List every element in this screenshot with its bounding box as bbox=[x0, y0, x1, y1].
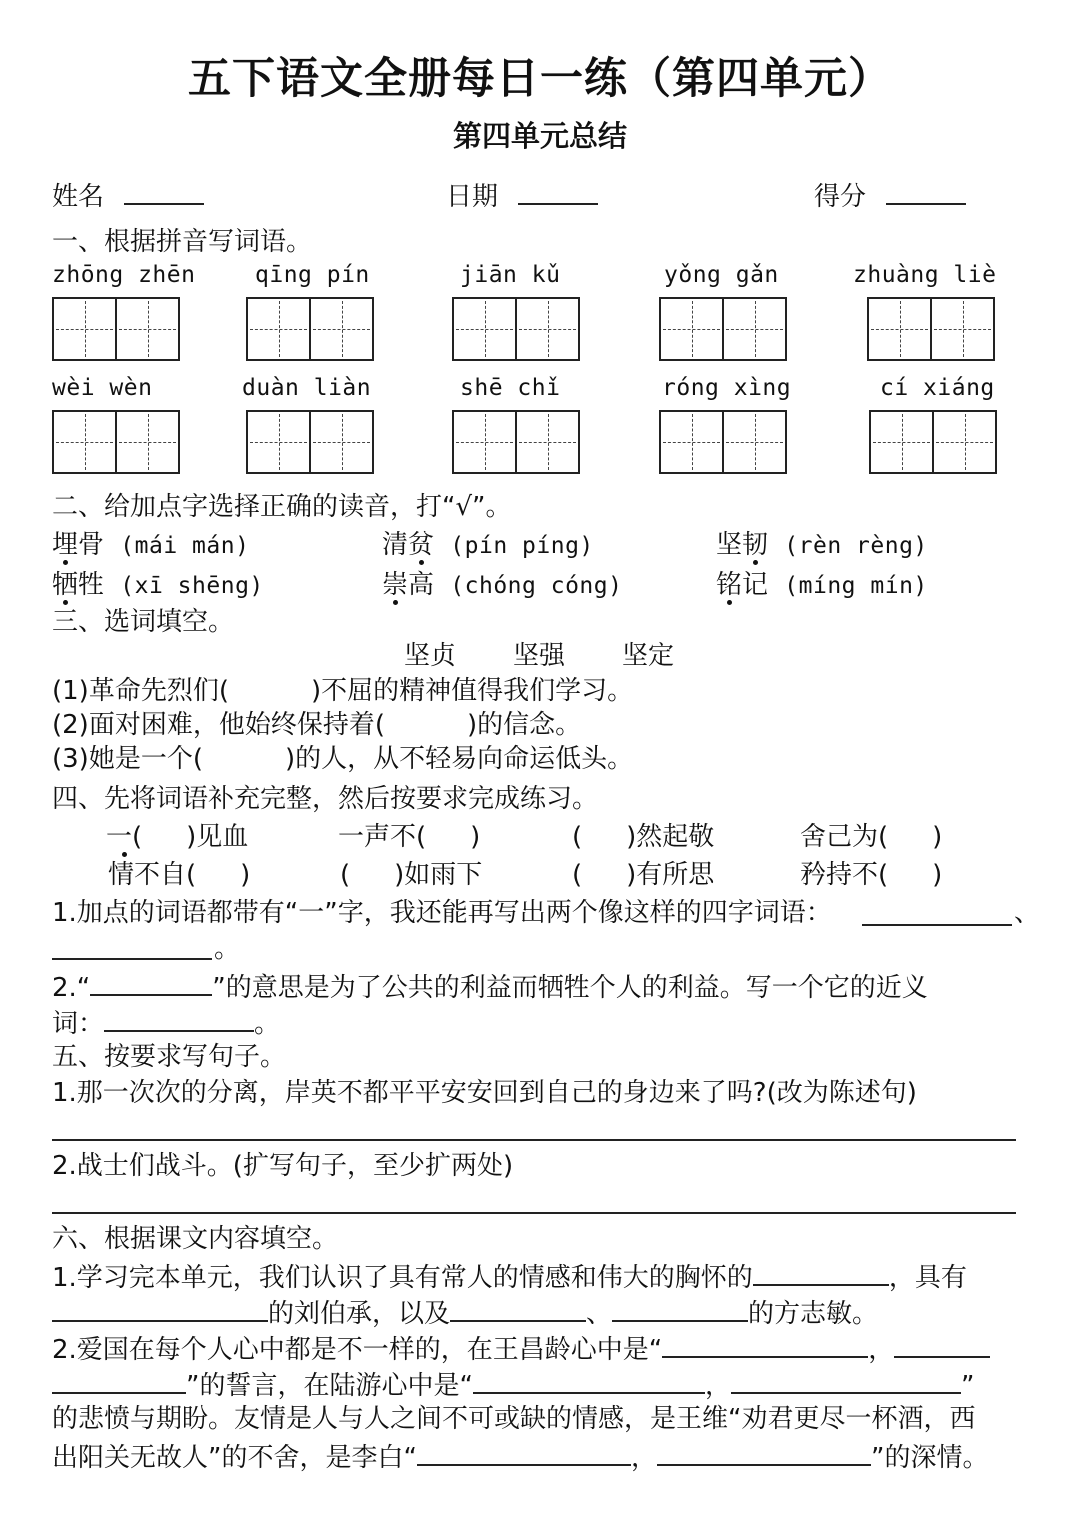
dotted-char: 贫 bbox=[408, 530, 435, 560]
question-text: )的信念。 bbox=[466, 710, 582, 740]
pinyin-6: wèi wèn bbox=[52, 375, 153, 401]
question-text: 1.学习完本单元，我们认识了具有常人的情感和伟大的胸怀的 bbox=[52, 1263, 753, 1293]
word-choice-3: 坚定 bbox=[622, 641, 675, 671]
pron-options[interactable]: (xī shēng) bbox=[120, 573, 264, 599]
section6-q2-line4[interactable] bbox=[52, 1442, 988, 1471]
answer-blank[interactable] bbox=[90, 972, 212, 996]
section6-q2[interactable] bbox=[52, 1334, 990, 1363]
answer-blank[interactable] bbox=[417, 1442, 631, 1466]
dotted-char: 韧 bbox=[742, 530, 769, 560]
name-blank[interactable] bbox=[124, 181, 204, 205]
idiom-text: ) bbox=[470, 822, 481, 852]
pinyin-2: qīng pín bbox=[255, 262, 370, 288]
section5-q2: 2.战士们战斗。(扩写句子，至少扩两处) bbox=[52, 1151, 514, 1181]
question-text: 词： bbox=[52, 1009, 105, 1039]
answer-blank[interactable] bbox=[657, 1442, 871, 1466]
pron-item-6[interactable] bbox=[716, 572, 928, 598]
idiom-8[interactable] bbox=[800, 862, 942, 888]
score-label: 得分 bbox=[814, 182, 867, 212]
date-field[interactable] bbox=[446, 181, 598, 210]
answer-blank[interactable] bbox=[753, 1262, 889, 1286]
pinyin-3: jiān kǔ bbox=[460, 262, 561, 288]
word-pre: 坚 bbox=[716, 530, 743, 560]
question-text: ， bbox=[704, 1371, 731, 1401]
idiom-text: ) bbox=[932, 860, 943, 890]
idiom-text: 一声不( bbox=[338, 822, 427, 852]
question-text: 出阳关无故人”的不舍，是李白“ bbox=[52, 1443, 417, 1473]
fill-question-1[interactable] bbox=[52, 678, 633, 704]
idiom-6[interactable] bbox=[340, 862, 482, 888]
pron-item-4[interactable] bbox=[52, 572, 264, 598]
pron-item-2[interactable] bbox=[382, 532, 594, 558]
question-text: 的方志敏。 bbox=[748, 1299, 879, 1329]
dotted-char: 埋 bbox=[52, 530, 79, 560]
char-box-6[interactable] bbox=[52, 410, 180, 474]
pron-item-1[interactable] bbox=[52, 532, 249, 558]
word-rest: 记 bbox=[742, 570, 769, 600]
question-text: )不屈的精神值得我们学习。 bbox=[310, 676, 634, 706]
pron-options[interactable]: (pín píng) bbox=[450, 533, 594, 559]
question-text: ， bbox=[630, 1443, 657, 1473]
pron-options[interactable]: (rèn rèng) bbox=[784, 533, 928, 559]
separator-text: 、 bbox=[1014, 898, 1041, 928]
answer-line[interactable] bbox=[862, 924, 1012, 926]
dotted-char: 崇 bbox=[382, 570, 409, 600]
answer-blank[interactable] bbox=[473, 1370, 705, 1394]
idiom-text: 一( bbox=[106, 822, 143, 852]
idiom-4[interactable] bbox=[800, 824, 942, 850]
char-box-5[interactable] bbox=[867, 297, 995, 361]
pinyin-9: róng xìng bbox=[662, 375, 792, 401]
pron-options[interactable]: (chóng cóng) bbox=[450, 573, 623, 599]
word-choice-2: 坚强 bbox=[513, 641, 566, 671]
char-box-10[interactable] bbox=[869, 410, 997, 474]
answer-line[interactable] bbox=[52, 958, 212, 960]
answer-blank[interactable] bbox=[731, 1370, 961, 1394]
question-text: 的刘伯承，以及 bbox=[268, 1299, 451, 1329]
date-label: 日期 bbox=[446, 182, 499, 212]
pinyin-8: shē chǐ bbox=[460, 375, 561, 401]
idiom-5[interactable] bbox=[108, 862, 250, 888]
idiom-text: ( bbox=[340, 860, 351, 890]
answer-blank[interactable] bbox=[52, 1298, 268, 1322]
page-subtitle: 第四单元总结 bbox=[452, 119, 627, 153]
score-field[interactable] bbox=[814, 181, 966, 210]
section1-heading: 一、根据拼音写词语。 bbox=[52, 227, 313, 257]
answer-line[interactable] bbox=[52, 1212, 1016, 1214]
section4-q2-cont[interactable] bbox=[52, 1008, 280, 1037]
pron-options[interactable]: (mái mán) bbox=[120, 533, 250, 559]
pron-item-5[interactable] bbox=[382, 572, 622, 598]
page-title: 五下语文全册每日一练（第四单元） bbox=[188, 54, 892, 104]
score-blank[interactable] bbox=[886, 181, 966, 205]
idiom-text: ( bbox=[572, 860, 583, 890]
fill-question-2[interactable] bbox=[52, 712, 581, 738]
char-box-1[interactable] bbox=[52, 297, 180, 361]
section5-heading: 五、按要求写句子。 bbox=[52, 1042, 287, 1072]
question-text: 2.爱国在每个人心中都是不一样的，在王昌龄心中是“ bbox=[52, 1335, 663, 1365]
question-text: ，具有 bbox=[888, 1263, 967, 1293]
question-text: ”的意思是为了公共的利益而牺牲个人的利益。写一个它的近义 bbox=[212, 973, 928, 1003]
question-text: (1)革命先烈们( bbox=[52, 676, 229, 706]
idiom-text: 情不自( bbox=[108, 860, 197, 890]
section6-q2-cont[interactable] bbox=[52, 1370, 974, 1399]
pinyin-4: yǒng gǎn bbox=[664, 262, 779, 288]
idiom-7[interactable] bbox=[572, 862, 714, 888]
question-text: ”的深情。 bbox=[870, 1443, 989, 1473]
pinyin-1: zhōng zhēn bbox=[52, 262, 196, 288]
answer-blank[interactable] bbox=[450, 1298, 586, 1322]
question-text: (3)她是一个( bbox=[52, 744, 203, 774]
question-text: 、 bbox=[586, 1299, 613, 1329]
char-box-7[interactable] bbox=[246, 410, 374, 474]
idiom-text: )见血 bbox=[186, 822, 249, 852]
question-text: 。 bbox=[254, 1009, 281, 1039]
section3-heading: 三、选词填空。 bbox=[52, 607, 235, 637]
idiom-text: ) bbox=[240, 860, 251, 890]
name-field[interactable] bbox=[52, 181, 204, 210]
date-blank[interactable] bbox=[518, 181, 598, 205]
section6-q1-cont[interactable] bbox=[52, 1298, 878, 1327]
question-text: (2)面对困难，他始终保持着( bbox=[52, 710, 385, 740]
pron-options[interactable]: (míng mín) bbox=[784, 573, 928, 599]
answer-blank[interactable] bbox=[894, 1334, 990, 1358]
section4-q1: 1.加点的词语都带有“一”字，我还能再写出两个像这样的四字词语： bbox=[52, 898, 832, 928]
idiom-3[interactable] bbox=[572, 824, 714, 850]
section5-q1: 1.那一次次的分离，岸英不都平平安安回到自己的身边来了吗?(改为陈述句) bbox=[52, 1078, 917, 1108]
fill-question-3[interactable] bbox=[52, 746, 633, 772]
idiom-text: 舍己为( bbox=[800, 822, 889, 852]
idiom-text: )有所思 bbox=[626, 860, 715, 890]
idiom-text: ) bbox=[932, 822, 943, 852]
idiom-text: )如雨下 bbox=[394, 860, 483, 890]
dotted-char: 牺 bbox=[52, 570, 79, 600]
char-box-3[interactable] bbox=[452, 297, 580, 361]
name-label: 姓名 bbox=[52, 182, 105, 212]
char-box-8[interactable] bbox=[452, 410, 580, 474]
dotted-char: 铭 bbox=[716, 570, 743, 600]
word-pre: 清 bbox=[382, 530, 409, 560]
char-box-2[interactable] bbox=[246, 297, 374, 361]
period-text: 。 bbox=[214, 934, 241, 964]
section6-q1[interactable] bbox=[52, 1262, 967, 1291]
answer-blank[interactable] bbox=[612, 1298, 748, 1322]
answer-blank[interactable] bbox=[104, 1008, 254, 1032]
question-text: ” bbox=[960, 1371, 975, 1401]
section4-q2[interactable] bbox=[52, 972, 928, 1001]
question-text: )的人，从不轻易向命运低头。 bbox=[284, 744, 634, 774]
pinyin-5: zhuàng liè bbox=[853, 262, 997, 288]
char-box-4[interactable] bbox=[659, 297, 787, 361]
answer-line[interactable] bbox=[52, 1139, 1016, 1141]
idiom-text: 矜持不( bbox=[800, 860, 889, 890]
pron-item-3[interactable] bbox=[716, 532, 928, 558]
answer-blank[interactable] bbox=[662, 1334, 868, 1358]
question-text: ”的誓言，在陆游心中是“ bbox=[186, 1371, 473, 1401]
pinyin-7: duàn liàn bbox=[242, 375, 372, 401]
idiom-2[interactable] bbox=[338, 824, 480, 850]
answer-blank[interactable] bbox=[52, 1370, 186, 1394]
word-rest: 高 bbox=[408, 570, 435, 600]
word-choice-1: 坚贞 bbox=[404, 641, 457, 671]
word-rest: 牲 bbox=[78, 570, 105, 600]
section6-heading: 六、根据课文内容填空。 bbox=[52, 1224, 339, 1254]
question-text: 2.“ bbox=[52, 973, 91, 1003]
section4-heading: 四、先将词语补充完整，然后按要求完成练习。 bbox=[52, 784, 599, 814]
section6-q2-line3: 的悲愤与期盼。友情是人与人之间不可或缺的情感，是王维“劝君更尽一杯酒，西 bbox=[52, 1404, 976, 1434]
word-rest: 骨 bbox=[78, 530, 105, 560]
section2-heading: 二、给加点字选择正确的读音，打“√”。 bbox=[52, 492, 512, 522]
question-text: ， bbox=[868, 1335, 895, 1365]
char-box-9[interactable] bbox=[659, 410, 787, 474]
idiom-text: )然起敬 bbox=[626, 822, 715, 852]
idiom-1[interactable] bbox=[106, 824, 248, 850]
idiom-text: ( bbox=[572, 822, 583, 852]
pinyin-10: cí xiáng bbox=[880, 375, 995, 401]
